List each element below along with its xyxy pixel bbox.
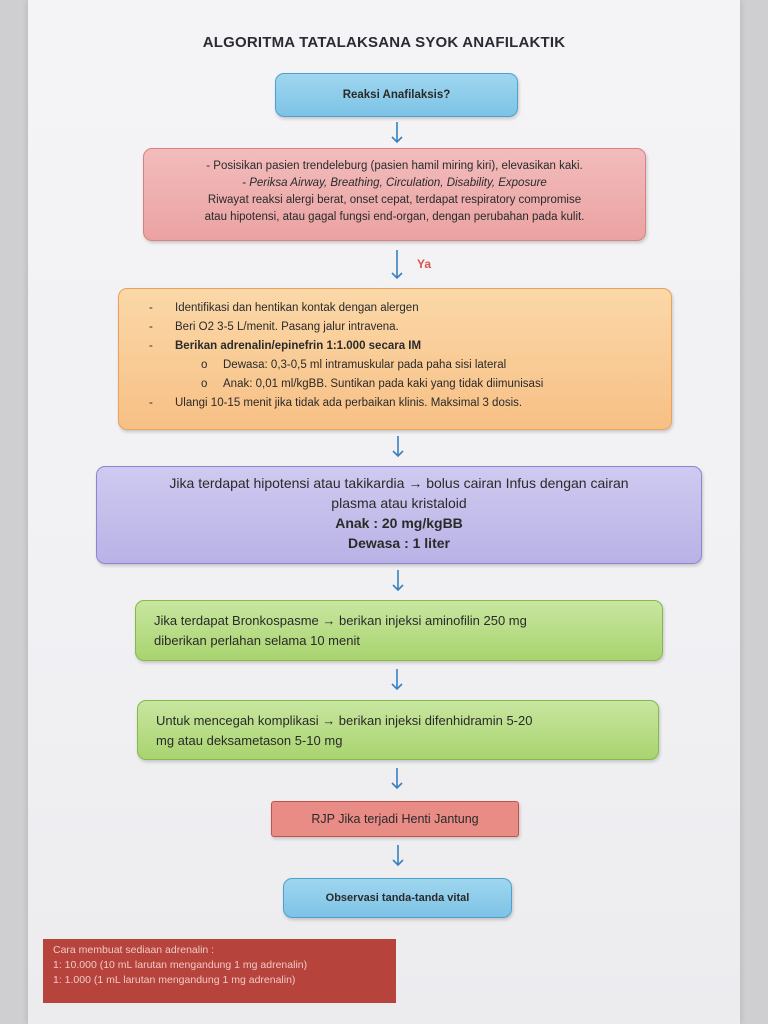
step-complication-prevention [137, 700, 659, 760]
list-item [149, 318, 659, 337]
cpr-text: RJP Jika terjadi Henti Jantung [311, 812, 479, 826]
step-observe-vitals [283, 878, 512, 918]
bronchospasm-line-2: diberikan perlahan selama 10 menit [154, 633, 360, 648]
step-anaphylaxis-question [275, 73, 518, 117]
flow-arrow-down-icon [389, 122, 405, 144]
management-item-repeat: Ulangi 10-15 menit jika tidak ada perbaikan klinis. Maksimal 3 dosis. [175, 397, 523, 409]
list-item [149, 337, 659, 356]
step-cpr [271, 801, 519, 837]
bronchospasm-line-1: Jika terdapat Bronkospasme → berikan injeksi aminofilin 250 mg [154, 613, 527, 628]
flow-arrow-down-icon [390, 436, 406, 458]
step-initial-management [118, 288, 672, 430]
adrenaline-dose-child: Anak: 0,01 ml/kgBB. Suntikan pada kaki yang tidak diimunisasi [223, 378, 544, 390]
flow-arrow-down-icon [390, 570, 406, 592]
fluid-dose-adult: Dewasa : 1 liter [348, 535, 450, 551]
bullet-marker: - [149, 321, 153, 333]
list-subitem [149, 375, 659, 394]
flow-arrow-down-icon [389, 250, 405, 280]
assessment-line-abcde: - Periksa Airway, Breathing, Circulation, Disability, Exposure [242, 177, 547, 189]
fluid-line-type: plasma atau kristaloid [331, 495, 467, 511]
assessment-line-hypotension: atau hipotensi, atau gagal fungsi end-organ, dengan perubahan pada kulit. [204, 211, 585, 223]
step-fluid-bolus [96, 466, 702, 564]
page-title: ALGORITMA TATALAKSANA SYOK ANAFILAKTIK [202, 34, 566, 51]
observe-vitals-text: Observasi tanda-tanda vital [325, 892, 470, 904]
bullet-marker: - [149, 340, 153, 352]
flow-arrow-down-icon [389, 768, 405, 790]
sub-bullet-marker: o [201, 378, 208, 390]
step-bronchospasm [135, 600, 663, 661]
management-item-adrenaline: Berikan adrenalin/epinefrin 1:1.000 secara IM [175, 340, 422, 352]
flow-arrow-down-icon [389, 669, 405, 691]
document-sheet [28, 0, 740, 1024]
assessment-line-positioning: - Posisikan pasien trendeleburg (pasien hamil miring kiri), elevasikan kaki. [206, 160, 583, 172]
note-ratio-10000: 1: 10.000 (10 mL larutan mengandung 1 mg adrenalin) [53, 959, 308, 971]
sub-bullet-marker: o [201, 359, 208, 371]
note-ratio-1000: 1: 1.000 (1 mL larutan mengandung 1 mg adrenalin) [53, 974, 296, 986]
adrenaline-preparation-note [43, 939, 396, 1003]
list-subitem [149, 356, 659, 375]
complication-line-1: Untuk mencegah komplikasi → berikan injeksi difenhidramin 5-20 [156, 713, 533, 728]
adrenaline-dose-adult: Dewasa: 0,3-0,5 ml intramuskular pada paha sisi lateral [223, 359, 507, 371]
bullet-marker: - [149, 397, 153, 409]
fluid-dose-child: Anak : 20 mg/kgBB [335, 515, 463, 531]
bullet-marker: - [149, 302, 153, 314]
step-anaphylaxis-question-text: Reaksi Anafilaksis? [342, 89, 451, 101]
yes-label: Ya [417, 257, 432, 271]
list-item [149, 394, 659, 413]
management-item-allergen: Identifikasi dan hentikan kontak dengan alergen [175, 302, 419, 314]
note-title: Cara membuat sediaan adrenalin : [53, 944, 215, 956]
complication-line-2: mg atau deksametason 5-10 mg [156, 733, 343, 748]
step-initial-assessment [143, 148, 646, 241]
fluid-line-condition: Jika terdapat hipotensi atau takikardia → bolus cairan Infus dengan cairan [169, 475, 629, 491]
management-item-oxygen: Beri O2 3-5 L/menit. Pasang jalur intravena. [175, 321, 399, 333]
list-item [149, 299, 659, 318]
flow-arrow-down-icon [390, 845, 406, 867]
assessment-line-history: Riwayat reaksi alergi berat, onset cepat, terdapat respiratory compromise [207, 194, 582, 206]
